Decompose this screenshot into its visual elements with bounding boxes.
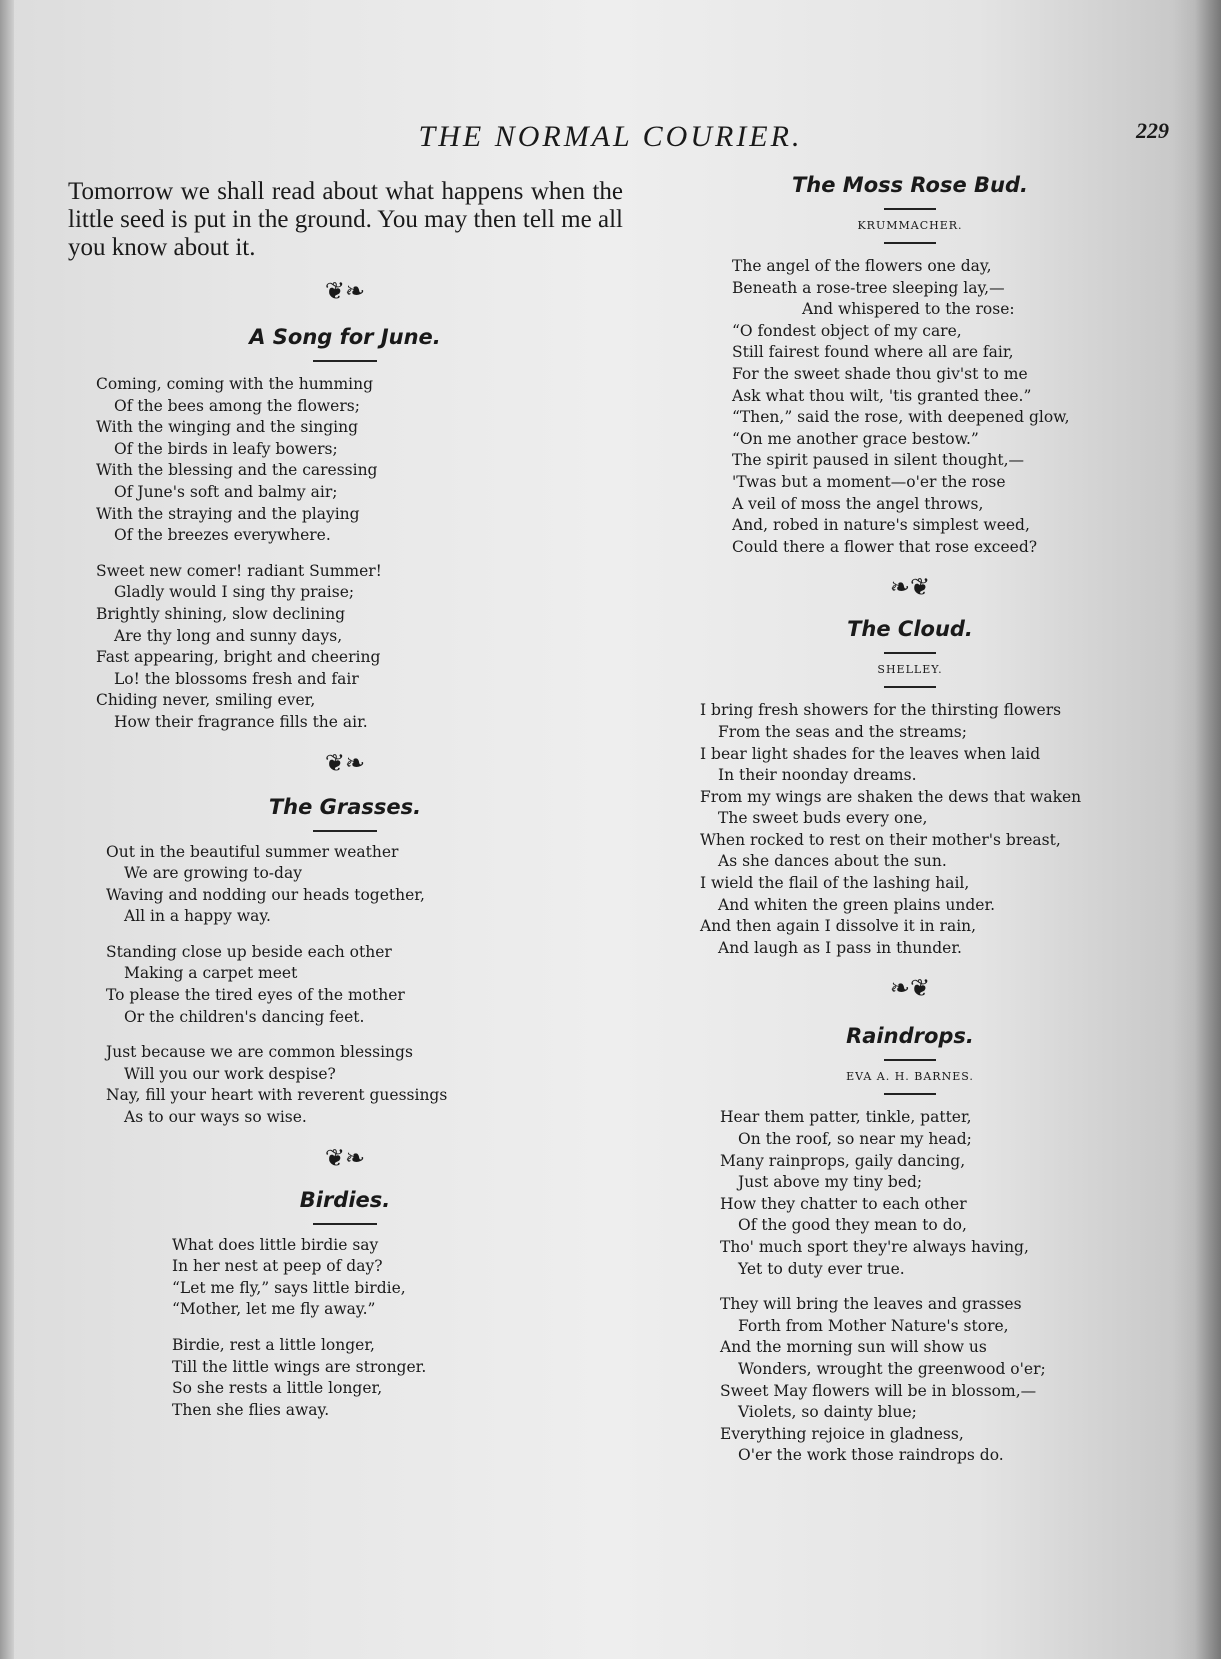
poem-line: Chiding never, smiling ever, xyxy=(96,691,316,710)
fleuron-icon: ❦❧ xyxy=(324,748,366,777)
poem-line: In her nest at peep of day? xyxy=(172,1257,383,1276)
poem-author-barnes: EVA A. H. BARNES. xyxy=(846,1070,974,1084)
author-rule xyxy=(884,686,936,688)
poem-line: Wonders, wrought the greenwood o'er; xyxy=(738,1359,1046,1378)
poem-line: “Then,” said the rose, with deepened glow, xyxy=(732,408,1070,427)
stanza xyxy=(106,842,630,928)
poem-line: A veil of moss the angel throws, xyxy=(732,494,984,513)
running-header: THE NORMAL COURIER. xyxy=(418,120,803,153)
poem-line: From the seas and the streams; xyxy=(718,722,967,741)
poem-line: Tho' much sport they're always having, xyxy=(720,1238,1029,1256)
stanza xyxy=(172,1335,630,1421)
poem-line: O'er the work those raindrops do. xyxy=(738,1446,1004,1465)
poem-line: With the blessing and the caressing xyxy=(96,461,378,480)
title-rule xyxy=(884,208,936,210)
poem-line: And then again I dissolve it in rain, xyxy=(700,917,977,936)
poem-line: Coming, coming with the humming xyxy=(96,375,374,393)
page-spine xyxy=(0,0,14,1659)
page-number: 229 xyxy=(1136,118,1169,143)
poem-line: For the sweet shade thou giv'st to me xyxy=(732,364,1028,383)
poem-line: Of the breezes everywhere. xyxy=(114,526,331,545)
title-rule xyxy=(313,830,377,832)
poem-title-song-for-june: A Song for June. xyxy=(249,325,441,349)
poem-line: 'Twas but a moment—o'er the rose xyxy=(732,472,1006,491)
poem-line: Lo! the blossoms fresh and fair xyxy=(114,669,359,688)
poem-line: Beneath a rose-tree sleeping lay,— xyxy=(732,278,1005,297)
poem-line: The spirit paused in silent thought,— xyxy=(732,451,1025,470)
poem-grasses xyxy=(106,842,630,1129)
poem-line: Sweet new comer! radiant Summer! xyxy=(96,561,382,580)
poem-line: Forth from Mother Nature's store, xyxy=(738,1316,1009,1335)
poem-line: Are thy long and sunny days, xyxy=(114,626,343,645)
poem-line: They will bring the leaves and grasses xyxy=(720,1295,1022,1314)
fleuron-icon: ❦❧ xyxy=(324,277,366,305)
right-column xyxy=(690,170,1130,1481)
title-rule xyxy=(313,360,377,362)
stanza xyxy=(106,942,630,1028)
poem-line: Many rainprops, gaily dancing, xyxy=(720,1151,966,1170)
poem-cloud xyxy=(700,700,1130,959)
poem-line: Hear them patter, tinkle, patter, xyxy=(720,1108,972,1127)
poem-line: From my wings are shaken the dews that waken xyxy=(700,787,1082,806)
poem-line: What does little birdie say xyxy=(172,1235,379,1254)
title-rule xyxy=(884,1059,936,1061)
poem-line: Of the good they mean to do, xyxy=(738,1216,967,1235)
poem-line: “Mother, let me fly away.” xyxy=(172,1300,376,1319)
title-rule xyxy=(884,652,936,654)
poem-line: Of the birds in leafy bowers; xyxy=(114,439,338,458)
poem-line: Everything rejoice in gladness, xyxy=(720,1424,964,1443)
fleuron-icon: ❧❦ xyxy=(889,974,931,1003)
poem-line: The sweet buds every one, xyxy=(718,809,928,828)
author-rule xyxy=(884,242,936,244)
poem-line: “Let me fly,” says little birdie, xyxy=(172,1278,406,1297)
poem-author-shelley: SHELLEY. xyxy=(877,663,943,677)
poem-line: We are growing to-day xyxy=(124,864,302,883)
poem-line: Till the little wings are stronger. xyxy=(172,1357,427,1376)
poem-line: How their fragrance fills the air. xyxy=(114,712,368,731)
author-rule xyxy=(884,1093,936,1095)
intro-paragraph: Tomorrow we shall read about what happens when the little seed is put in the ground. You may then tell me all you know about it. xyxy=(68,178,623,261)
poem-title-cloud: The Cloud. xyxy=(847,617,973,642)
poem-line: With the winging and the singing xyxy=(96,418,359,437)
poem-title-moss-rose-bud: The Moss Rose Bud. xyxy=(791,173,1029,197)
poem-birdies xyxy=(172,1235,630,1422)
poem-line: Violets, so dainty blue; xyxy=(738,1403,917,1422)
poem-line: Waving and nodding our heads together, xyxy=(106,885,425,904)
title-rule xyxy=(313,1223,377,1225)
page-edge-shadow xyxy=(1195,0,1221,1659)
poem-line: On the roof, so near my head; xyxy=(738,1130,972,1149)
poem-line: Fast appearing, bright and cheering xyxy=(96,648,381,667)
poem-author-krummacher: KRUMMACHER. xyxy=(857,219,963,232)
poem-line: I wield the flail of the lashing hail, xyxy=(700,874,970,893)
poem-line: Will you our work despise? xyxy=(124,1064,336,1083)
poem-line: Birdie, rest a little longer, xyxy=(172,1336,375,1354)
poem-title-grasses: The Grasses. xyxy=(268,794,422,819)
poem-line: “O fondest object of my care, xyxy=(732,321,962,340)
poem-line: Of the bees among the flowers; xyxy=(114,396,360,415)
poem-line: As to our ways so wise. xyxy=(124,1108,307,1127)
poem-line: Gladly would I sing thy praise; xyxy=(114,583,355,602)
poem-line: How they chatter to each other xyxy=(720,1194,967,1213)
left-column xyxy=(60,178,630,1435)
poem-title-raindrops: Raindrops. xyxy=(846,1024,974,1049)
poem-line: When rocked to rest on their mother's breast, xyxy=(700,830,1061,849)
poem-raindrops xyxy=(720,1107,1130,1467)
poem-line: Just above my tiny bed; xyxy=(738,1173,923,1192)
poem-moss-rose-bud xyxy=(732,256,1130,558)
poem-line: I bear light shades for the leaves when laid xyxy=(700,744,1041,763)
poem-line: Just because we are common blessings xyxy=(106,1043,413,1062)
poem-song-for-june xyxy=(96,374,630,734)
poem-line: As she dances about the sun. xyxy=(718,852,947,871)
poem-line: Of June's soft and balmy air; xyxy=(114,482,338,501)
poem-line: Ask what thou wilt, 'tis granted thee.” xyxy=(732,386,1032,405)
stanza xyxy=(96,561,630,734)
poem-line: Still fairest found where all are fair, xyxy=(732,343,1014,362)
poem-line: Then she flies away. xyxy=(172,1400,330,1419)
poem-line: The angel of the flowers one day, xyxy=(732,257,992,275)
poem-line: Out in the beautiful summer weather xyxy=(106,842,399,861)
poem-line: I bring fresh showers for the thirsting flowers xyxy=(700,701,1062,720)
poem-line: “On me another grace bestow.” xyxy=(732,429,979,448)
poem-line: All in a happy way. xyxy=(124,907,271,926)
poem-line: Yet to duty ever true. xyxy=(738,1259,905,1278)
poem-line: Making a carpet meet xyxy=(124,964,298,983)
poem-line: To please the tired eyes of the mother xyxy=(106,986,405,1005)
poem-line: With the straying and the playing xyxy=(96,504,360,523)
stanza xyxy=(172,1235,630,1321)
stanza xyxy=(700,700,1130,959)
poem-line: In their noonday dreams. xyxy=(718,766,917,785)
poem-line: And the morning sun will show us xyxy=(720,1338,987,1357)
poem-line: Sweet May flowers will be in blossom,— xyxy=(720,1381,1037,1400)
stanza xyxy=(732,256,1130,558)
poem-line: Or the children's dancing feet. xyxy=(124,1007,365,1026)
stanza xyxy=(720,1294,1130,1467)
poem-line: Brightly shining, slow declining xyxy=(96,604,346,623)
poem-title-birdies: Birdies. xyxy=(299,1187,391,1212)
stanza xyxy=(720,1107,1130,1280)
poem-line: And, robed in nature's simplest weed, xyxy=(732,516,1030,535)
poem-line: And whiten the green plains under. xyxy=(718,895,996,914)
poem-line: Standing close up beside each other xyxy=(106,942,392,961)
poem-line: So she rests a little longer, xyxy=(172,1379,383,1398)
poem-line: And whispered to the rose: xyxy=(802,300,1015,319)
fleuron-icon: ❦❧ xyxy=(324,1143,366,1172)
poem-line: Could there a flower that rose exceed? xyxy=(732,537,1038,556)
poem-line: Nay, fill your heart with reverent guessings xyxy=(106,1086,448,1105)
stanza xyxy=(96,374,630,547)
fleuron-icon: ❧❦ xyxy=(889,573,931,602)
poem-line: And laugh as I pass in thunder. xyxy=(718,938,962,957)
stanza xyxy=(106,1042,630,1128)
